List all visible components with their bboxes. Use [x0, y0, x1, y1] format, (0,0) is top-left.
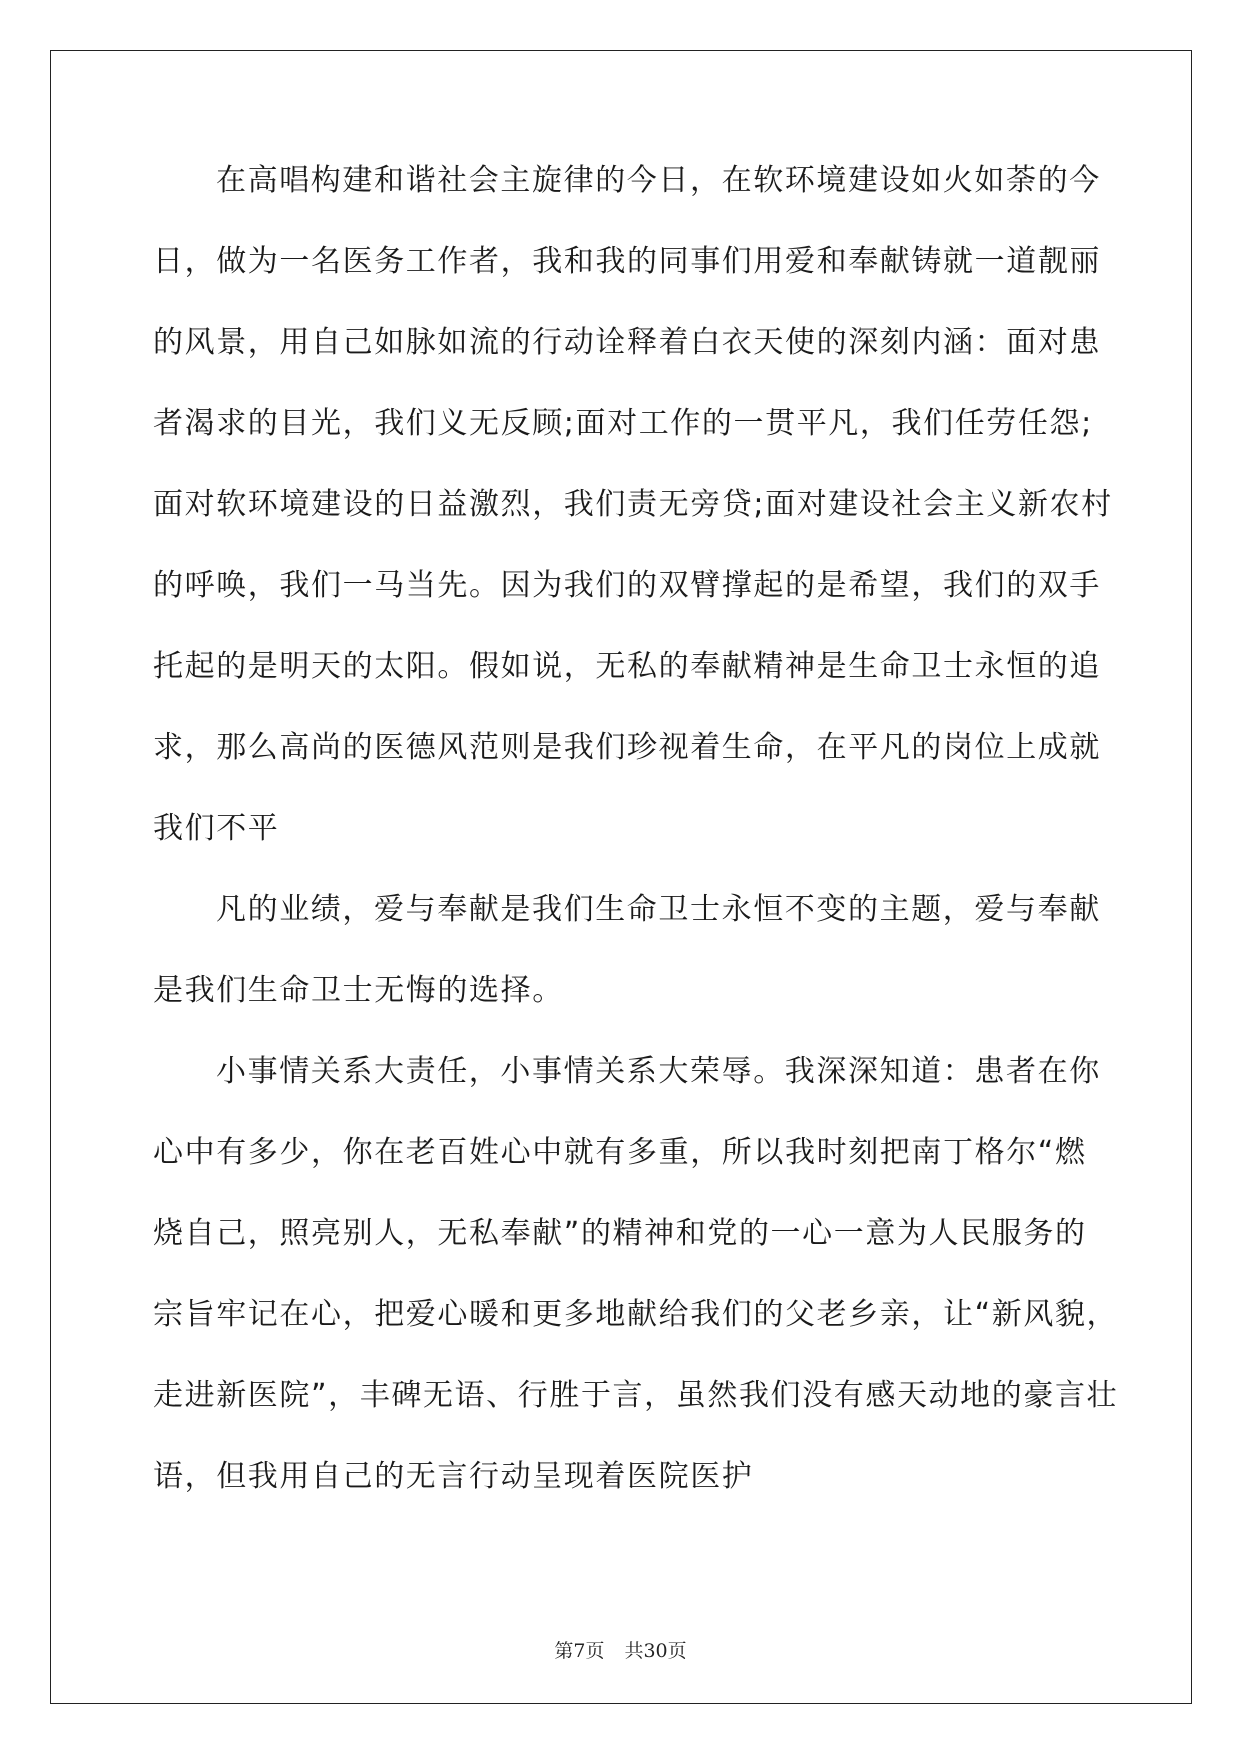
text-line: 是我们生命卫士无悔的选择。	[153, 973, 564, 1008]
text-line: 的呼唤，我们一马当先。因为我们的双臂撑起的是希望，我们的双手	[153, 568, 1101, 603]
text-line: 宗旨牢记在心，把爱心暖和更多地献给我们的父老乡亲，让“新风貌，	[153, 1297, 1119, 1332]
text-line: 烧自己，照亮别人，无私奉献”的精神和党的一心一意为人民服务的	[153, 1216, 1087, 1251]
text-line: 托起的是明天的太阳。假如说，无私的奉献精神是生命卫士永恒的追	[153, 649, 1101, 684]
text-line: 凡的业绩，爱与奉献是我们生命卫士永恒不变的主题，爱与奉献	[216, 892, 1101, 927]
text-line: 面对软环境建设的日益激烈，我们责无旁贷;面对建设社会主义新农村	[153, 487, 1113, 522]
text-line: 者渴求的目光，我们义无反顾;面对工作的一贯平凡，我们任劳任怨;	[153, 406, 1093, 441]
document-body	[153, 163, 1119, 1540]
text-line: 小事情关系大责任，小事情关系大荣辱。我深深知道：患者在你	[216, 1054, 1101, 1089]
page-footer	[0, 1636, 1241, 1663]
text-line: 日，做为一名医务工作者，我和我的同事们用爱和奉献铸就一道靓丽	[153, 244, 1101, 279]
text-line: 的风景，用自己如脉如流的行动诠释着白衣天使的深刻内涵：面对患	[153, 325, 1101, 360]
text-line: 心中有多少，你在老百姓心中就有多重，所以我时刻把南丁格尔“燃	[153, 1135, 1087, 1170]
text-line: 在高唱构建和谐社会主旋律的今日，在软环境建设如火如荼的今	[216, 163, 1101, 198]
text-line: 求，那么高尚的医德风范则是我们珍视着生命，在平凡的岗位上成就	[153, 730, 1101, 765]
text-line: 我们不平	[153, 811, 280, 846]
page-total: 共30页	[624, 1640, 687, 1662]
text-line: 走进新医院”，丰碑无语、行胜于言，虽然我们没有感天动地的豪言壮	[153, 1378, 1119, 1413]
page-number: 第7页	[554, 1640, 605, 1662]
text-line: 语，但我用自己的无言行动呈现着医院医护	[153, 1459, 754, 1494]
